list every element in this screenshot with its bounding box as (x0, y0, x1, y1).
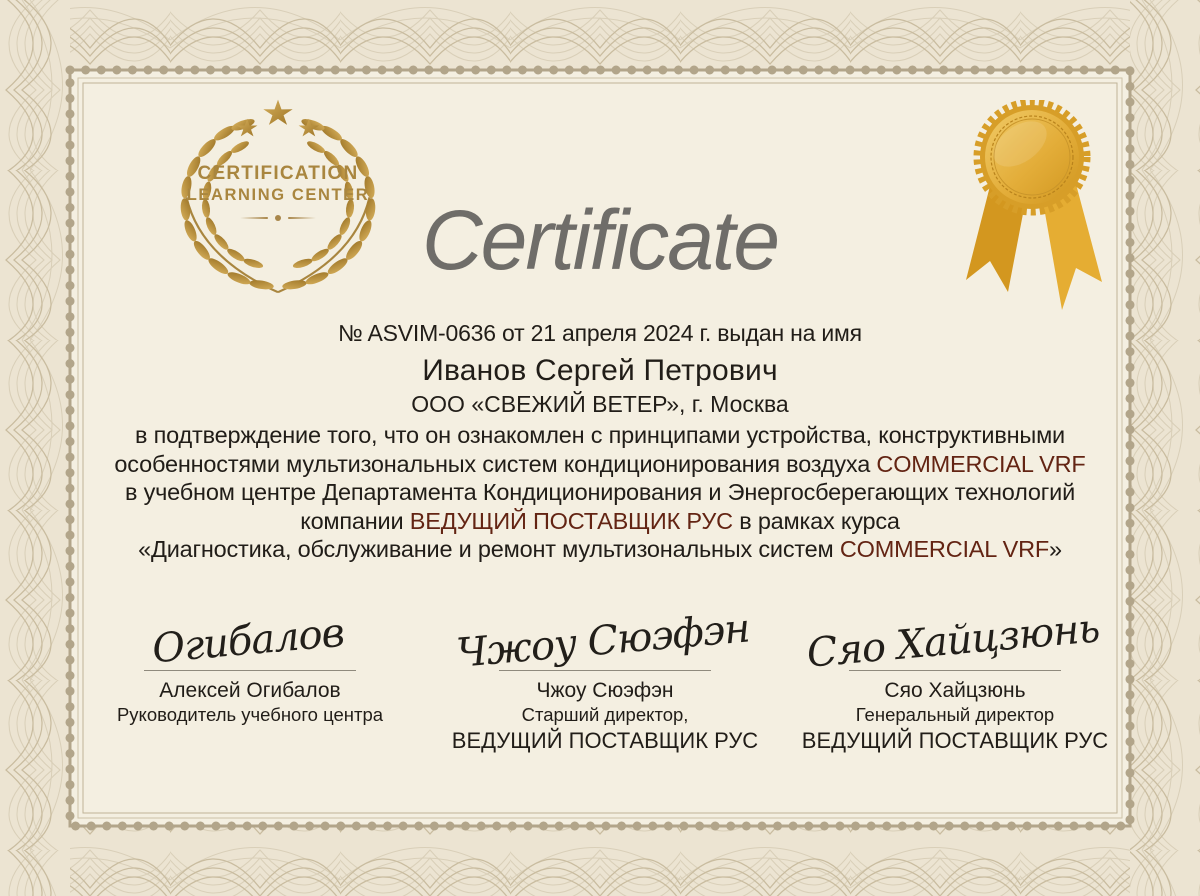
signatory-1 (70, 578, 430, 755)
signatory-3-role: Генеральный директор (855, 704, 1055, 726)
certificate-body (70, 421, 1130, 564)
signatory-2 (430, 578, 780, 755)
logo-line2: LEARNING CENTER (186, 185, 370, 204)
signatory-2-name: Чжоу Сюэфэн (536, 679, 674, 702)
signatory-1-name: Алексей Огибалов (159, 679, 341, 702)
body-line-3: в учебном центре Департамента Кондиционирования и Энергосберегающих технологий (124, 479, 1076, 506)
signature-3-handwriting: Сяо Хайцзюнь (805, 605, 1101, 677)
signature-2-handwriting: Чжоу Сюэфэн (454, 605, 752, 677)
body-line-5: «Диагностика, обслуживание и ремонт мультизональных систем COMMERCIAL VRF» (138, 536, 1062, 563)
logo-line1: CERTIFICATION (197, 163, 359, 184)
accent-commercial-vrf: COMMERCIAL VRF (876, 450, 1086, 477)
signatory-2-role: Старший директор, (521, 704, 689, 726)
signatory-2-company: ВЕДУЩИЙ ПОСТАВЩИК РУС (451, 728, 759, 754)
signatory-1-role: Руководитель учебного центра (116, 704, 384, 726)
signatory-3 (780, 578, 1130, 755)
body-line-4: компании ВЕДУЩИЙ ПОСТАВЩИК РУС в рамках курса (300, 507, 900, 534)
signature-1-handwriting: Огибалов (150, 609, 346, 673)
certificate-number-line: № ASVIM-0636 от 21 апреля 2024 г. выдан на имя (338, 320, 862, 346)
accent-company-name: ВЕДУЩИЙ ПОСТАВЩИК РУС (409, 507, 733, 534)
accent-commercial-vrf-2: COMMERCIAL VRF (839, 536, 1049, 563)
certificate-title: Certificate (421, 193, 779, 287)
signatory-3-name: Сяо Хайцзюнь (884, 679, 1026, 702)
three-stars-icon (237, 100, 319, 137)
body-line-1: в подтверждение того, что он ознакомлен с принципами устройства, конструктивными (135, 422, 1065, 448)
recipient-company: ООО «СВЕЖИЙ ВЕТЕР», г. Москва (411, 391, 789, 417)
certificate-content (70, 70, 1130, 826)
signatures-row (70, 578, 1130, 755)
recipient-name: Иванов Сергей Петрович (422, 354, 778, 387)
signatory-3-company: ВЕДУЩИЙ ПОСТАВЩИК РУС (801, 728, 1109, 754)
body-line-2: особенностями мультизональных систем кондиционирования воздуха COMMERCIAL VRF (114, 450, 1086, 477)
